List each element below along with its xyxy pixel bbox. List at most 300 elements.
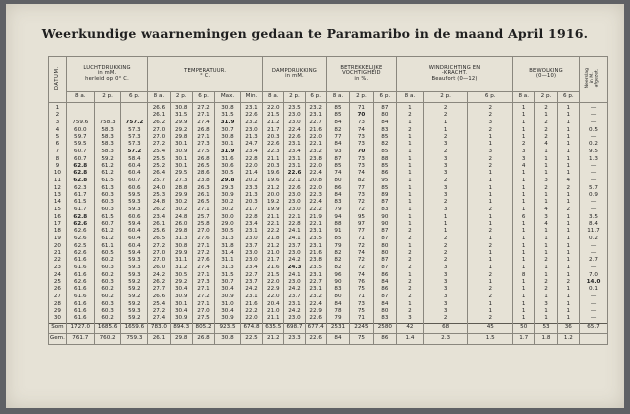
data-cell: 26.3	[192, 185, 214, 192]
table-row	[49, 127, 608, 134]
table-row	[49, 163, 608, 170]
data-cell: 24.8	[170, 214, 192, 221]
data-cell: 26.2	[148, 279, 170, 286]
data-cell: 23.3	[240, 185, 262, 192]
data-cell: 2	[423, 257, 468, 264]
data-cell: 31.1	[215, 257, 241, 264]
data-cell: 1	[557, 192, 579, 199]
header-dampdrukking: DAMPDRUKKING in mM.	[263, 57, 327, 92]
data-cell: 84	[326, 334, 349, 345]
data-cell: 22.6	[305, 315, 326, 323]
data-cell: 87	[373, 257, 396, 264]
data-cell: 61.6	[66, 315, 94, 323]
data-cell: 53	[535, 323, 557, 334]
data-cell: 22.6	[305, 334, 326, 345]
header-windrichting: WINDRICHTING EN -KRACHT. Beaufort (0—12)	[397, 57, 513, 92]
data-cell: 62.5	[66, 243, 94, 250]
data-cell: 674.8	[240, 323, 262, 334]
sub-header-cell: 2 p.	[350, 92, 373, 103]
table-row	[49, 185, 608, 192]
data-cell: 1	[397, 141, 424, 148]
data-cell: 2	[423, 236, 468, 243]
data-cell: 22.2	[305, 207, 326, 214]
data-cell: 760.2	[94, 334, 121, 345]
data-cell: 50	[513, 323, 535, 334]
data-cell: 23.4	[240, 221, 262, 228]
data-cell: 31.5	[215, 272, 241, 279]
data-cell: 31.8	[215, 243, 241, 250]
data-cell: 25.8	[192, 221, 214, 228]
data-cell: 22.0	[305, 185, 326, 192]
data-cell: 3	[423, 279, 468, 286]
data-cell: 31.3	[215, 265, 241, 272]
data-cell: 22.4	[305, 170, 326, 177]
data-cell: 1	[557, 294, 579, 301]
data-cell: 23.4	[240, 149, 262, 156]
data-cell: 1	[535, 272, 557, 279]
data-cell: 21.8	[263, 236, 284, 243]
data-cell: 22.7	[305, 120, 326, 127]
data-cell: 22.3	[305, 192, 326, 199]
data-cell: 60.7	[66, 149, 94, 156]
data-cell: 923.5	[215, 323, 241, 334]
data-cell: 29.3	[215, 185, 241, 192]
table-row	[49, 257, 608, 264]
data-cell: 30.8	[170, 243, 192, 250]
page-title: Weerkundige waarnemingen gedaan te Paramaribo in de maand April 1916.	[41, 26, 589, 41]
page	[6, 4, 624, 408]
data-cell: 24.1	[284, 272, 305, 279]
data-cell: 1659.6	[121, 323, 148, 334]
data-cell: 60.4	[121, 236, 148, 243]
data-cell: 27.2	[148, 243, 170, 250]
data-cell: 23.0	[284, 199, 305, 206]
data-cell: 22.6	[263, 141, 284, 148]
data-cell: 1	[513, 185, 535, 192]
data-cell: 22.6	[284, 185, 305, 192]
header-bewolking: BEWOLKING (0—10)	[513, 57, 580, 92]
data-cell: —	[579, 103, 607, 113]
data-cell: 23.1	[305, 272, 326, 279]
sub-header-row	[49, 92, 608, 103]
data-cell: 1	[557, 228, 579, 235]
row-label: Som	[49, 323, 67, 334]
table-row	[49, 199, 608, 206]
data-cell: 23.7	[240, 279, 262, 286]
data-cell: 21.1	[263, 214, 284, 221]
data-cell: 25.4	[148, 149, 170, 156]
data-cell: 31.5	[170, 112, 192, 119]
data-cell: 23.2	[240, 120, 262, 127]
data-cell: 1.3	[579, 156, 607, 163]
data-cell: 1	[468, 170, 513, 177]
data-cell: 2531	[326, 323, 349, 334]
table-row	[49, 308, 608, 315]
data-cell: 23.0	[284, 112, 305, 119]
data-cell: 4	[557, 178, 579, 185]
data-cell: 83	[373, 207, 396, 214]
data-cell: 23.1	[240, 294, 262, 301]
data-cell: 23.0	[284, 207, 305, 214]
data-cell: 1	[513, 315, 535, 323]
data-cell: 74	[350, 170, 373, 177]
data-cell: 24.2	[284, 308, 305, 315]
data-cell: 23.7	[284, 294, 305, 301]
data-cell: 1	[397, 243, 424, 250]
data-cell: 25.6	[148, 228, 170, 235]
data-cell: 2	[557, 185, 579, 192]
table-row	[49, 112, 608, 119]
data-cell: 23.1	[284, 301, 305, 308]
data-cell: 22.3	[263, 149, 284, 156]
sub-header-cell: 8 a.	[66, 92, 94, 103]
data-cell: 22.1	[305, 221, 326, 228]
data-cell: 2	[423, 103, 468, 113]
data-cell: 26.8	[192, 334, 214, 345]
data-cell: 23.5	[284, 103, 305, 113]
data-cell: 1	[468, 178, 513, 185]
data-cell: 61.2	[94, 236, 121, 243]
data-cell: 23.2	[305, 149, 326, 156]
data-cell: 761.7	[66, 334, 94, 345]
data-cell: 59.3	[121, 199, 148, 206]
data-cell: 9.5	[579, 149, 607, 156]
data-cell: 28.8	[170, 185, 192, 192]
data-cell: 21.7	[263, 257, 284, 264]
data-cell: 61.2	[94, 170, 121, 177]
row-label: 20	[49, 243, 67, 250]
data-cell: 27.3	[192, 141, 214, 148]
data-cell: 2	[423, 243, 468, 250]
data-cell: 20.0	[263, 192, 284, 199]
data-cell: 22.1	[284, 214, 305, 221]
data-cell: 27.0	[192, 228, 214, 235]
data-cell: 22.0	[305, 134, 326, 141]
data-cell: 1	[513, 301, 535, 308]
data-cell: 59.4	[121, 221, 148, 228]
data-cell: 3	[468, 149, 513, 156]
data-cell: 73	[350, 192, 373, 199]
data-cell: 85	[373, 185, 396, 192]
data-cell: —	[579, 178, 607, 185]
sub-header-cell: 2 p.	[94, 92, 121, 103]
data-cell: 22.0	[240, 163, 262, 170]
sub-header-cell: 6 p.	[468, 92, 513, 103]
data-cell: 1	[535, 199, 557, 206]
data-cell: 2	[468, 207, 513, 214]
data-cell: 1	[513, 236, 535, 243]
data-cell: 21.4	[240, 170, 262, 177]
sub-header-cell: 6 p.	[192, 92, 214, 103]
data-cell: 22.4	[284, 127, 305, 134]
data-cell: 3	[423, 272, 468, 279]
data-cell: 2	[397, 228, 424, 235]
data-cell: 30.4	[170, 308, 192, 315]
data-cell: 1	[535, 243, 557, 250]
data-cell: 85	[373, 163, 396, 170]
data-cell: 30.2	[170, 199, 192, 206]
data-cell: 59.3	[121, 272, 148, 279]
data-cell: 25.5	[148, 156, 170, 163]
data-cell: 26.5	[192, 163, 214, 170]
data-cell: 1	[557, 272, 579, 279]
data-cell: 30.7	[215, 127, 241, 134]
data-cell: 31.3	[215, 236, 241, 243]
data-cell: 22.1	[305, 141, 326, 148]
data-cell: 84	[326, 141, 349, 148]
data-cell: 59.3	[121, 308, 148, 315]
data-cell: 1	[557, 120, 579, 127]
group-header-row	[49, 57, 608, 92]
data-cell: 75	[350, 308, 373, 315]
sub-header-cell: 8 a.	[148, 92, 170, 103]
sub-header-cell: 2 p.	[170, 92, 192, 103]
data-cell: 60.3	[94, 279, 121, 286]
data-cell: 84	[326, 192, 349, 199]
data-cell: 2	[468, 243, 513, 250]
data-cell: 26.6	[148, 103, 170, 113]
data-cell: 79	[326, 207, 349, 214]
data-cell: 1	[535, 192, 557, 199]
data-cell: 3	[423, 141, 468, 148]
data-cell: 59.2	[121, 315, 148, 323]
data-cell: —	[579, 170, 607, 177]
data-cell: 71	[350, 103, 373, 113]
data-cell: 1	[513, 257, 535, 264]
data-cell: 1	[557, 250, 579, 257]
data-cell: 1	[513, 265, 535, 272]
data-cell: 61.7	[66, 207, 94, 214]
data-cell: 23.1	[305, 228, 326, 235]
data-cell: 30.0	[215, 214, 241, 221]
data-cell: 23.1	[284, 156, 305, 163]
data-cell: 60.2	[94, 257, 121, 264]
data-cell: 3	[513, 149, 535, 156]
data-cell: 74	[350, 127, 373, 134]
data-cell: 80	[373, 112, 396, 119]
data-cell: 78	[326, 308, 349, 315]
data-cell: 26.1	[148, 334, 170, 345]
data-cell: 29.2	[170, 127, 192, 134]
data-cell: 1	[557, 199, 579, 206]
data-cell: 8.4	[579, 221, 607, 228]
data-cell: 90	[326, 279, 349, 286]
data-cell: 2	[557, 279, 579, 286]
data-cell: 2.7	[579, 257, 607, 264]
data-cell: 1	[535, 228, 557, 235]
row-label: 21	[49, 250, 67, 257]
row-label: 3	[49, 120, 67, 127]
row-label: 4	[49, 127, 67, 134]
data-cell: 23.0	[284, 315, 305, 323]
data-cell: 25.7	[148, 178, 170, 185]
data-cell: 1	[535, 308, 557, 315]
data-cell: 4	[535, 221, 557, 228]
table-row	[49, 156, 608, 163]
sub-header-cell: 8 a.	[263, 92, 284, 103]
data-cell: 31.5	[215, 112, 241, 119]
data-cell: 68	[423, 323, 468, 334]
data-cell: 2580	[373, 323, 396, 334]
data-cell: 23.0	[240, 236, 262, 243]
data-cell: 21.9	[305, 214, 326, 221]
data-cell: 2	[513, 141, 535, 148]
data-cell: 27.0	[192, 308, 214, 315]
data-cell: 72	[350, 207, 373, 214]
header-neerslag: Neerslag in M. afgezet.	[579, 57, 607, 103]
data-cell: 1	[535, 112, 557, 119]
data-cell: 19.2	[263, 199, 284, 206]
data-cell: 82	[326, 257, 349, 264]
data-cell: 84	[373, 279, 396, 286]
data-cell: 26.8	[192, 127, 214, 134]
data-cell: 3	[535, 214, 557, 221]
data-cell: 31.9	[215, 149, 241, 156]
data-cell: 22.9	[305, 308, 326, 315]
data-cell: 1	[513, 286, 535, 293]
data-cell: 20.2	[240, 178, 262, 185]
data-cell: 1	[468, 221, 513, 228]
data-cell: 27.1	[192, 301, 214, 308]
table-row	[49, 178, 608, 185]
data-cell: 21.6	[305, 250, 326, 257]
data-cell: 3	[423, 156, 468, 163]
data-cell: 60.7	[66, 156, 94, 163]
data-cell: 83	[373, 315, 396, 323]
data-cell: 30.8	[215, 103, 241, 113]
data-cell: —	[579, 134, 607, 141]
data-cell: 1	[468, 257, 513, 264]
data-cell: 1	[557, 301, 579, 308]
data-cell: 27.6	[192, 257, 214, 264]
data-cell: 31.0	[215, 301, 241, 308]
data-cell: 2	[423, 134, 468, 141]
data-cell: 1	[557, 243, 579, 250]
data-cell: 94	[326, 214, 349, 221]
data-cell: 3	[423, 265, 468, 272]
data-cell: 27.4	[192, 120, 214, 127]
data-cell: 1	[468, 265, 513, 272]
data-cell: 1	[513, 221, 535, 228]
data-cell: 61.2	[94, 163, 121, 170]
data-cell: 60.2	[94, 315, 121, 323]
data-cell: 22.4	[305, 301, 326, 308]
data-cell: 1.7	[513, 334, 535, 345]
data-cell: 84	[326, 120, 349, 127]
data-cell: 59.2	[94, 156, 121, 163]
data-cell: 27.1	[192, 243, 214, 250]
data-cell: 22.9	[263, 286, 284, 293]
data-cell	[121, 112, 148, 119]
data-cell: —	[579, 301, 607, 308]
data-cell: 26.5	[192, 199, 214, 206]
data-cell: 80	[373, 243, 396, 250]
data-cell: 1	[513, 112, 535, 119]
data-cell: 1	[557, 149, 579, 156]
data-cell: 83	[326, 286, 349, 293]
data-cell: 27.0	[148, 250, 170, 257]
data-cell: 84	[326, 301, 349, 308]
data-cell: 2	[468, 103, 513, 113]
data-cell: 90	[373, 214, 396, 221]
data-cell: 82	[373, 141, 396, 148]
data-cell: 27.1	[192, 207, 214, 214]
data-cell	[66, 112, 94, 119]
data-cell: 2	[535, 257, 557, 264]
data-cell: 1	[513, 308, 535, 315]
table-row	[49, 236, 608, 243]
data-cell: 84	[373, 120, 396, 127]
data-cell: 23.0	[284, 250, 305, 257]
data-cell: 24.7	[240, 141, 262, 148]
data-cell: 1	[513, 120, 535, 127]
data-cell: 27.1	[192, 134, 214, 141]
table-row	[49, 103, 608, 113]
row-label: 2	[49, 112, 67, 119]
data-cell: 1	[468, 199, 513, 206]
data-cell: 86	[373, 286, 396, 293]
data-cell: 24.1	[284, 236, 305, 243]
data-cell: 60.2	[94, 272, 121, 279]
data-cell: 22.8	[240, 214, 262, 221]
data-cell: 2	[397, 236, 424, 243]
data-cell: —	[579, 112, 607, 119]
data-cell: 1	[397, 103, 424, 113]
data-cell: 1	[468, 250, 513, 257]
data-cell: 23.4	[240, 265, 262, 272]
sub-header-cell: 2 p.	[284, 92, 305, 103]
data-cell: 2	[468, 112, 513, 119]
data-cell: 59.2	[121, 279, 148, 286]
data-cell: 2	[397, 279, 424, 286]
data-cell: 1	[557, 141, 579, 148]
data-cell: 30.1	[170, 163, 192, 170]
data-cell: 1	[557, 257, 579, 264]
data-cell: 22.7	[305, 279, 326, 286]
data-cell: 60.4	[121, 170, 148, 177]
data-cell: 59.7	[66, 134, 94, 141]
data-cell: 60.2	[94, 294, 121, 301]
data-cell: 30.9	[215, 294, 241, 301]
data-cell: 60.0	[66, 127, 94, 134]
data-cell: 29.0	[215, 221, 241, 228]
data-cell: 61.5	[66, 199, 94, 206]
data-cell: 29.8	[170, 228, 192, 235]
data-cell: 60.6	[121, 185, 148, 192]
data-cell: 1	[535, 265, 557, 272]
data-cell: 27.0	[148, 257, 170, 264]
data-cell: 1	[397, 272, 424, 279]
data-cell: 758.3	[94, 120, 121, 127]
data-cell	[94, 112, 121, 119]
data-cell: 2	[468, 286, 513, 293]
data-cell: 1727.0	[66, 323, 94, 334]
daily-rows	[49, 103, 608, 324]
data-cell: 1	[423, 214, 468, 221]
data-cell: 1	[535, 156, 557, 163]
table-row	[49, 134, 608, 141]
data-cell: 86	[373, 272, 396, 279]
data-cell: 2	[535, 185, 557, 192]
data-cell: 71	[350, 294, 373, 301]
data-cell: 74	[350, 272, 373, 279]
data-cell: 1.2	[557, 334, 579, 345]
data-cell: 87	[373, 265, 396, 272]
data-cell: —	[579, 163, 607, 170]
data-cell: 27.2	[148, 141, 170, 148]
data-cell: —	[579, 250, 607, 257]
data-cell: 759.6	[66, 120, 94, 127]
